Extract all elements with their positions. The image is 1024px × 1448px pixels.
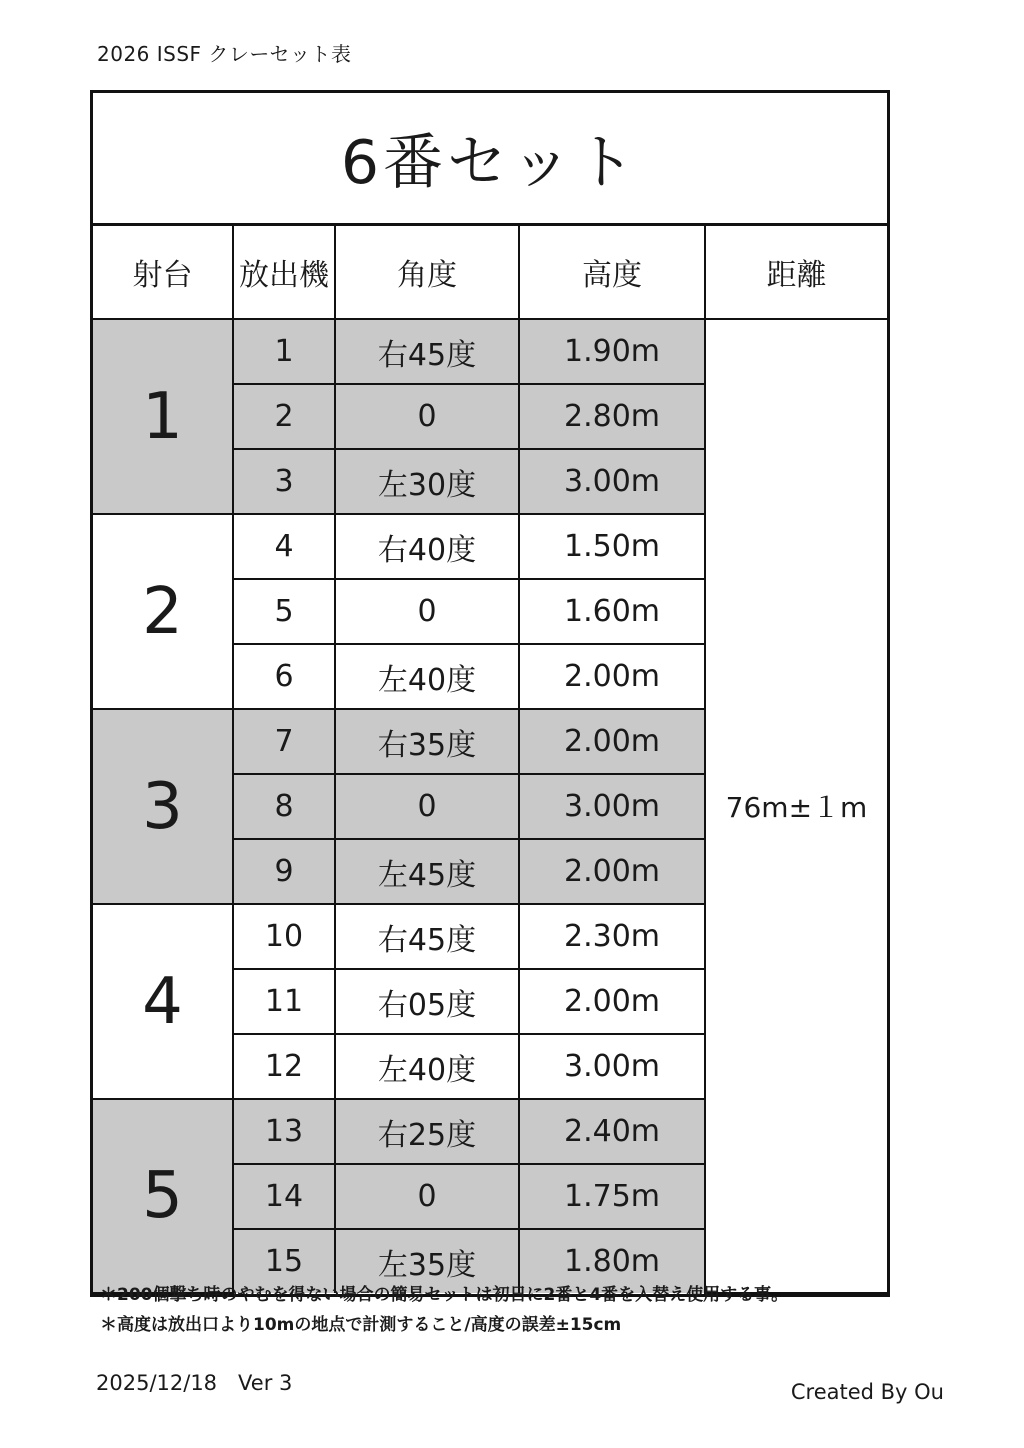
height-cell: 2.80m [519,384,705,449]
angle-cell: 右25度 [335,1099,519,1164]
machine-cell: 7 [233,709,335,774]
height-cell: 2.00m [519,644,705,709]
angle-cell: 右05度 [335,969,519,1034]
angle-cell: 0 [335,384,519,449]
machine-cell: 12 [233,1034,335,1099]
height-cell: 1.60m [519,579,705,644]
angle-cell: 左35度 [335,1229,519,1293]
angle-cell: 左40度 [335,1034,519,1099]
angle-cell: 右45度 [335,904,519,969]
column-header-height: 高度 [519,226,705,319]
angle-cell: 左40度 [335,644,519,709]
height-cell: 2.40m [519,1099,705,1164]
column-header-angle: 角度 [335,226,519,319]
height-cell: 2.30m [519,904,705,969]
machine-cell: 1 [233,319,335,384]
height-cell: 3.00m [519,449,705,514]
angle-cell: 0 [335,1164,519,1229]
document-header: 2026 ISSF クレーセット表 [97,42,352,66]
column-header-distance: 距離 [705,226,887,319]
angle-cell: 0 [335,774,519,839]
height-cell: 3.00m [519,1034,705,1099]
angle-cell: 左30度 [335,449,519,514]
height-cell: 3.00m [519,774,705,839]
height-cell: 1.50m [519,514,705,579]
angle-cell: 右35度 [335,709,519,774]
angle-cell: 0 [335,579,519,644]
notes [100,1280,788,1340]
angle-cell: 右45度 [335,319,519,384]
footer-credit: Created By Ou [790,1380,944,1404]
angle-cell: 右40度 [335,514,519,579]
table-header-row [93,226,887,319]
station-cell: 2 [93,514,233,709]
table-row [93,319,887,384]
height-cell: 1.90m [519,319,705,384]
machine-cell: 8 [233,774,335,839]
station-cell: 1 [93,319,233,514]
set-table [93,226,887,1294]
angle-cell: 左45度 [335,839,519,904]
station-cell: 4 [93,904,233,1099]
column-header-machine: 放出機 [233,226,335,319]
machine-cell: 15 [233,1229,335,1293]
station-cell: 3 [93,709,233,904]
column-header-station: 射台 [93,226,233,319]
machine-cell: 13 [233,1099,335,1164]
machine-cell: 5 [233,579,335,644]
machine-cell: 4 [233,514,335,579]
height-cell: 1.80m [519,1229,705,1293]
footer-date-version: 2025/12/18 Ver 3 [96,1371,293,1395]
note-height-measurement: ＊高度は放出口より10mの地点で計測すること/高度の誤差±15cm [100,1315,622,1335]
station-cell: 5 [93,1099,233,1293]
height-cell: 1.75m [519,1164,705,1229]
height-cell: 2.00m [519,709,705,774]
height-cell: 2.00m [519,969,705,1034]
machine-cell: 6 [233,644,335,709]
machine-cell: 9 [233,839,335,904]
machine-cell: 3 [233,449,335,514]
distance-cell: 76m±１m [705,319,887,1293]
set-title: 6番セット [93,93,887,226]
height-cell: 2.00m [519,839,705,904]
machine-cell: 11 [233,969,335,1034]
note-swap-rule: ＊200個撃ち時のやむを得ない場合の簡易セットは初日に2番と4番を入替え使用する事。 [100,1285,789,1305]
machine-cell: 2 [233,384,335,449]
machine-cell: 10 [233,904,335,969]
machine-cell: 14 [233,1164,335,1229]
clay-set-sheet [90,90,890,1297]
